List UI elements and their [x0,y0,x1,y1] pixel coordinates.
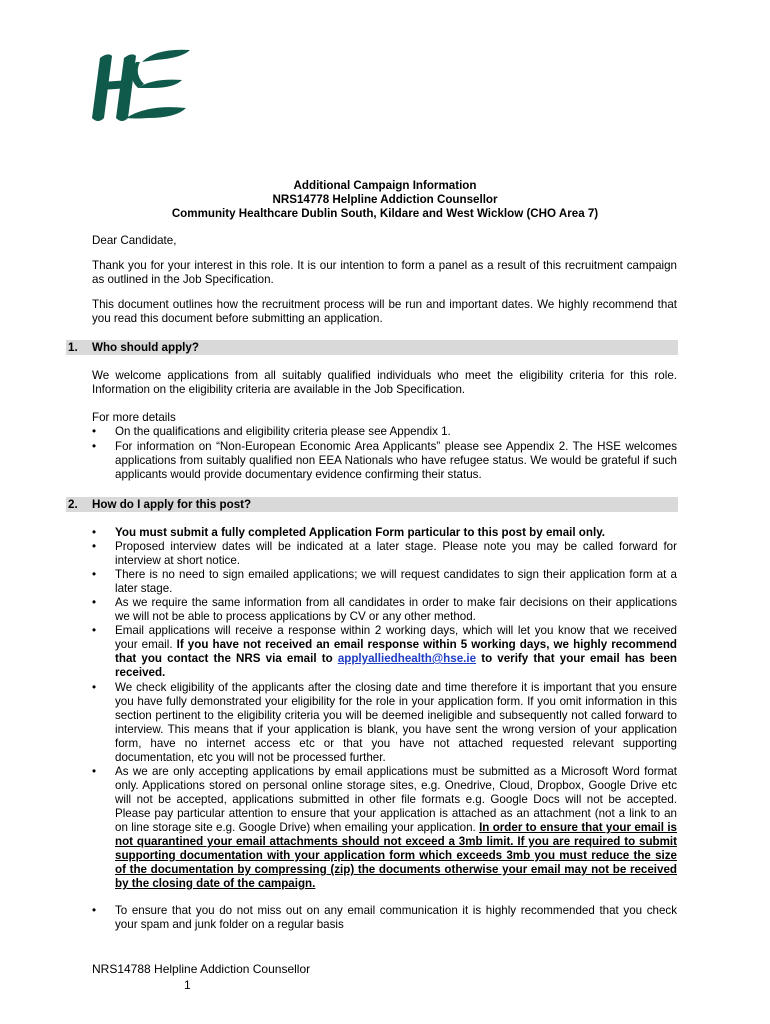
section-2-header [66,497,678,512]
heading-line-3: Community Healthcare Dublin South, Kildare and West Wicklow (CHO Area 7) [171,207,599,220]
section-2-bullet-1: • You must submit a fully completed Application Form particular to this post by email only. [92,526,677,540]
bullet-5-part-b: If you have not received an email response within 5 working days, we highly recommend that you contact the NRS via email to [115,638,677,665]
heading-line-1: Additional Campaign Information [293,179,477,192]
section-1-paragraph: We welcome applications from all suitably qualified individuals who meet the eligibility criteria for this role. Information on the eligibility criteria are available in the Job Specification. [92,369,677,396]
bullet-text: For information on “Non-European Economic Area Applicants” please see Appendix 2. The HSE welcomes applications from suitably qualified non EEA Nationals who have refugee status. We would be grateful if such applicants would provide documentary evidence confirming their status. [115,440,677,481]
section-2-bullet-6: • We check eligibility of the applicants after the closing date and time therefore it is important that you ensure you have fully demonstrated your eligibility for the role in your application form. If you omit information in this section pertinent to the eligibility criteria you will be deemed ineligible and subsequently not called forward to interview. This means that if your application is blank, you have sent the wrong version of your application form, have no internet access etc or that you have not attached requested relevant supporting documentation, etc you will not be processed further. [92,681,677,764]
bullet-text [115,765,677,891]
section-1-bullet-2: • For information on “Non-European Economic Area Applicants” please see Appendix 2. The HSE welcomes applications from suitably qualified non EEA Nationals who have refugee status. We would be grateful if such applicants would provide documentary evidence confirming their status. [92,440,677,481]
section-1-title: Who should apply? [92,341,199,354]
bullet-text: There is no need to sign emailed applications; we will request candidates to sign their application form at a later stage. [115,568,677,595]
page-number: 1 [184,978,191,992]
intro-paragraph-2: This document outlines how the recruitment process will be run and important dates. We highly recommend that you read this document before submitting an application. [92,298,677,325]
bullet-text: We check eligibility of the applicants after the closing date and time therefore it is important that you ensure you have fully demonstrated your eligibility for the role in your application form. If you omit information in this section pertinent to the eligibility criteria you will be deemed ineligible and subsequently not called forward to interview. This means that if your application is blank, you have sent the wrong version of your application form, have no internet access etc or that you have not attached requested relevant supporting documentation, etc you will not be processed further. [115,681,677,764]
greeting: Dear Candidate, [92,234,177,247]
section-2-bullet-4: • As we require the same information from all candidates in order to make fair decisions on their applications we will not be able to process applications by CV or any other method. [92,596,677,623]
section-2-bullet-7: • As we are only accepting applications by email applications must be submitted as a Microsoft Word format only. Applications stored on personal online storage sites, e.g. Onedrive, Cloud, Dropbox, Google Drive etc will not be accepted, applications submitted in other file formats e.g. Google Docs will not be accepted. Please pay particular attention to ensure that your application is attached as an attachment (not a link to an on line storage site e.g. Google Drive) when emailing your application. In order to ensure that your email is not quarantined your email attachments should not exceed a 3mb limit. If you are required to submit supporting documentation with your application form which exceeds 3mb you must reduce the size of the documentation by compressing (zip) the documents otherwise your email may not be received by the closing date of the campaign. [92,765,678,890]
bullet-5-part-c: to verify that your email has been received. [115,652,677,679]
section-2-bullet-3: • There is no need to sign emailed applications; we will request candidates to sign their application form at a later stage. [92,568,677,595]
bullet-5-part-a: Email applications will receive a response within 2 working days, which will let you know that we received your email. [115,624,677,651]
section-1-bullet-1: • On the qualifications and eligibility criteria please see Appendix 1. [92,425,677,439]
section-2-bullet-2: • Proposed interview dates will be indicated at a later stage. Please note you may be called forward for interview at short notice. [92,540,677,567]
section-1-header [66,340,678,355]
bullet-7-part-a: As we are only accepting applications by email applications must be submitted as a Microsoft Word format only. Applications stored on personal online storage sites, e.g. Onedrive, Cloud, Dropbox, Google Drive etc will not be accepted, applications submitted in other file formats e.g. Google Docs will not be accepted. Please pay particular attention to ensure that your application is attached as an attachment (not a link to an on line storage site e.g. Google Drive) when emailing your application. [115,765,677,834]
bullet-text [115,624,677,680]
bullet-text: You must submit a fully completed Application Form particular to this post by email only. [115,526,605,539]
bullet-7-part-b: In order to ensure that your email is not quarantined your email attachments should not exceed a 3mb limit. If you are required to submit supporting documentation with your application form which exceeds 3mb you must reduce the size of the documentation by compressing (zip) the documents otherwise your email may not be received by the closing date of the campaign. [115,821,678,890]
footer-text: NRS14788 Helpline Addiction Counsellor [92,962,311,976]
bullet-text: On the qualifications and eligibility criteria please see Appendix 1. [115,425,451,438]
section-2-title: How do I apply for this post? [92,498,252,511]
section-1-more-details: For more details [92,411,176,424]
section-2-bullet-8: • To ensure that you do not miss out on any email communication it is highly recommended that you check your spam and junk folder on a regular basis [92,904,677,931]
bullet-text: Proposed interview dates will be indicated at a later stage. Please note you may be called forward for interview at short notice. [115,540,677,567]
heading-line-2: NRS14778 Helpline Addiction Counsellor [272,193,498,206]
section-2-bullet-5: • Email applications will receive a response within 2 working days, which will let you know that we received your email. If you have not received an email response within 5 working days, we highly recommend that you contact the NRS via email to applyalliedhealth@hse.ie to verify that your email has been received. [92,624,677,679]
hse-logo [86,44,192,126]
section-2-number: 2. [68,498,78,511]
nrs-email-link[interactable]: applyalliedhealth@hse.ie [337,652,477,665]
bullet-text: As we require the same information from all candidates in order to make fair decisions on their applications we will not be able to process applications by CV or any other method. [115,596,677,623]
section-1-number: 1. [68,341,78,354]
bullet-text: To ensure that you do not miss out on any email communication it is highly recommended that you check your spam and junk folder on a regular basis [115,904,677,931]
intro-paragraph-1: Thank you for your interest in this role. It is our intention to form a panel as a result of this recruitment campaign as outlined in the Job Specification. [92,259,677,286]
